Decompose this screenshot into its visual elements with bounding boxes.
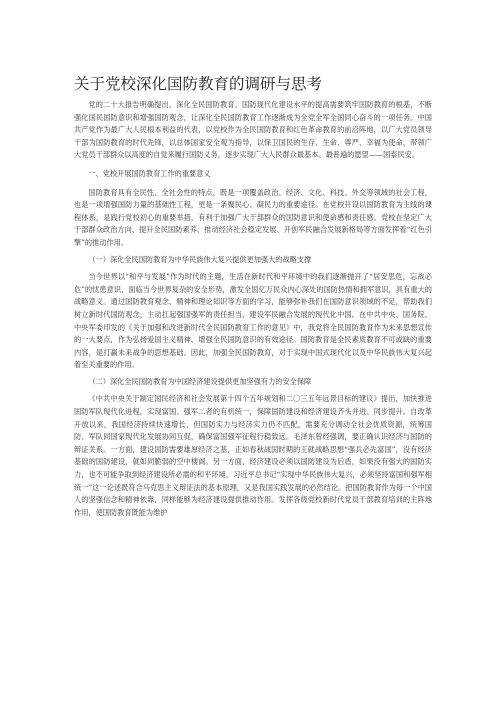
paragraph-intro: 党的二十大报告明确提出，深化全民国防教育。国防现代化建设水平的提高需要筑牢国防教育的根基，不断强化国民国防意识和增强国防观念，让深化全民国防教育工作逐渐成为全党全军全国同心奋斗的一项任务。中国共产党作为最广大人民根本利益的代表，以党校作为全民国防教育和红色革命教育的前沿阵地，以广大党员领导干部为国防教育的时代先锋，以总体国家安全观为指导，以保卫国民的生存、生命、尊严、幸福为使命，带领广大党员干部群众以高度的自觉来履行国防义务，逐步实现广大人民群众最基本、最普遍的愿望——国泰民安。 [74, 100, 432, 160]
document-title: 关于党校深化国防教育的调研与思考 [74, 75, 323, 93]
section-heading-1: 一、党校开展国防教育工作的重要意义 [88, 168, 211, 178]
paragraph-section-1: 国防教育具有全民性、全社会性的特点，既是一项覆盖政治、经济、文化、科技、外交等领域的社会工程，也是一项增强国防力量的基础性工程，更是一条聚民心、凝民力的重要途径。在党校开设以国防教育为主线的课程体系，是践行党校初心的重要举措，有利于加强广大干部群众的国防意识和使命感和责任感。党校在坚定广大干部群众政治方向、提升全民国防素养、推动经济社会稳定发展、开创军民融合发展新格局等方面发挥着“红色引擎”的推动作用。 [74, 187, 432, 247]
paragraph-subsection-1: 当今世界以“和平与发展”作为时代的主题，生活在新时代和平环境中的我们逐渐抛开了“居安思危，忘战必危”的忧患意识，面临当今世界复杂的安全形势，激发全国亿万民众内心深处的国防热情和拥军意识，具有重大的战略意义。通过国防教育观念、精神和理论知识等方面的学习，能够弥补我们在国防意识领域的不足，帮助我们树立新时代国防观念，主动扛起强国强军的责任担当，建设军民融合发展的现代化中国。在中共中央、国务院、中央军委印发的《关于加强和改进新时代全民国防教育工作的意见》中，我党将全民国防教育作为未来思想宣传的一大要点，作为弘扬爱国主义精神、增强全民国防意识的有效途径。国防教育是全民素质教育不可或缺的重要内容，是打赢未来战争的思想基础。因此，加强全民国防教育，对于实现中国式现代化以及中华民族伟大复兴起着至关重要的作用。 [74, 272, 432, 370]
paragraph-subsection-2: 《中共中央关于制定国民经济和社会发展第十四个五年规划和二〇三五年远景目标的建议》提出，加快推进国防军队现代化进程，实现富国、强军二者的有机统一，保障国防建设和经济建设齐头并进、同步提升。自改革开放以来，我国经济持续快速增长，但国防实力与经济实力仍不匹配，需要充分调动全社会优质资源，统筹国防、军队同国家现代化发展协同互促，确保富国强军征程行稳致远。毛泽东曾经强调，要正确认识经济与国防的辩证关系。一方面，建设国防需要雄厚经济之基，正如春秋战国时期的王就战略思想“强兵必先富国”，没有经济基础的国防建设，就如同脆弱的空中楼阁。另一方面，经济建设必须以国防建设为后盾，如果没有强大的国防实力，也不可能争取到经济建设所必需的和平环境。习近平总书记“实现中华民族伟大复兴，必须坚持富国和强军相统一”这一论述既符合马克思主义辩证法的基本原理，又是我国实践发展的必然结论。把国防教育作为每一个中国人的坚强信念和精神依靠，同样能够为经济建设提供推动作用。发挥各级党校新时代党员干部教育培训的主阵地作用，使国防教育既能为维护 [74, 394, 432, 517]
subsection-heading-2: （二）深化全民国防教育为中国经济建设提供更加坚强有力的安全保障 [88, 376, 312, 386]
subsection-heading-1: （一）深化全民国防教育为中华民族伟大复兴提供更加强大的战略支撑 [88, 254, 312, 264]
document-body [74, 99, 432, 523]
